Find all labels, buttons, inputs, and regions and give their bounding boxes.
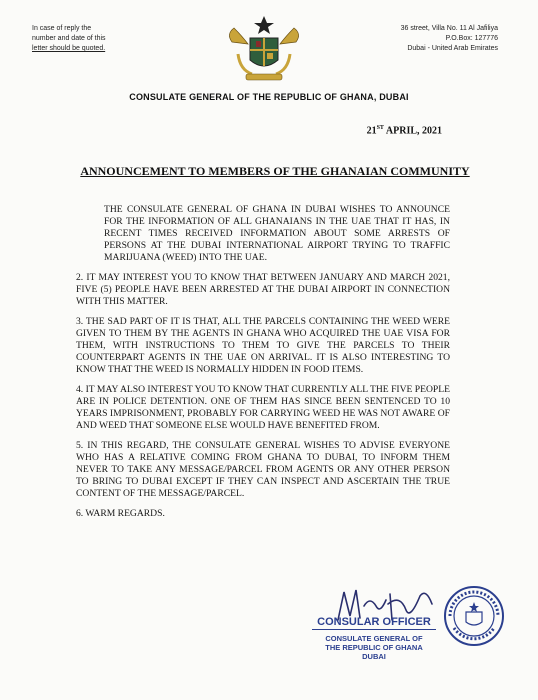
reply-note-line-1: In case of reply the	[32, 25, 92, 32]
stamp-line-2: THE REPUBLIC OF GHANA	[325, 643, 423, 652]
date-suffix: ST	[376, 125, 384, 131]
address-line-1: 36 street, Villa No. 11 Al Jafiliya	[400, 25, 498, 32]
date-day: 21	[366, 125, 377, 137]
officer-stamp	[312, 616, 436, 668]
paragraph-6: 6. WARM REGARDS.	[76, 508, 165, 519]
announcement-title: ANNOUNCEMENT TO MEMBERS OF THE GHANAIAN COMMUNITY	[80, 164, 470, 178]
organization-name: CONSULATE GENERAL OF THE REPUBLIC OF GHANA, DUBAI	[129, 92, 409, 102]
letter-date	[367, 125, 442, 136]
paragraph-5: 5. IN THIS REGARD, THE CONSULATE GENERAL WISHES TO ADVISE EVERYONE WHO HAS A RELATIVE COMING FROM GHANA TO DUBAI, TO INFORM THEM NEVER TO TAKE ANY MESSAGE/PARCEL FROM AGENTS OR ANY OTHER PERSON TO BRING TO DUBAI EXCEPT IF THEY CAN INSPECT AND ASCERTAIN THE TRUE CONTENT OF THE MESSAGE/PARCEL.	[76, 440, 450, 499]
reply-note-line-3: letter should be quoted.	[32, 45, 106, 52]
paragraph-3: 3. THE SAD PART OF IT IS THAT, ALL THE PARCELS CONTAINING THE WEED WERE GIVEN TO THEM BY THE AGENTS IN GHANA WHO ACQUIRED THE UAE VISA FOR THEM, WITH INSTRUCTIONS TO THEM TO GIVE THE PARCELS TO THEIR COUNTERPART AGENTS IN THE UAE ON ARRIVAL. IT IS ALSO INTERESTING TO KNOW THAT THE WEED IS NORMALLY HIDDEN IN FOOD ITEMS.	[76, 316, 450, 375]
letter-body	[76, 204, 450, 528]
stamp-line-3: DUBAI	[362, 652, 386, 661]
officer-title: CONSULAR OFFICER	[312, 616, 436, 630]
consulate-address	[401, 24, 498, 54]
paragraph-2: 2. IT MAY INTEREST YOU TO KNOW THAT BETWEEN JANUARY AND MARCH 2021, FIVE (5) PEOPLE HAVE BEEN ARRESTED AT THE DUBAI AIRPORT IN CONNECTION WITH THIS MATTER.	[76, 272, 450, 307]
reply-note	[32, 24, 106, 54]
date-rest: APRIL, 2021	[383, 125, 442, 137]
consulate-stamp-text	[312, 634, 436, 661]
paragraph-4: 4. IT MAY ALSO INTEREST YOU TO KNOW THAT CURRENTLY ALL THE FIVE PEOPLE ARE IN POLICE DETENTION. ONE OF THEM HAS SINCE BEEN SENTENCED TO 10 YEARS IMPRISONMENT, PROBABLY FOR CARRYING WEED HE WAS NOT AWARE OF AND WEED THAT SOMEONE ELSE WOULD HAVE BENEFITED FROM.	[76, 384, 450, 431]
consulate-round-seal-icon	[442, 584, 506, 648]
reply-note-line-2: number and date of this	[32, 35, 106, 42]
address-line-2: P.O.Box: 127776	[445, 35, 498, 42]
paragraph-1: THE CONSULATE GENERAL OF GHANA IN DUBAI WISHES TO ANNOUNCE FOR THE INFORMATION OF ALL GHANAIANS IN THE UAE THAT IT HAS, IN RECENT TIMES RECEIVED INFORMATION ABOUT SOME ARRESTS OF PERSONS AT THE DUBAI INTERNATIONAL AIRPORT TRYING TO TRAFFIC MARIJUANA (WEED) INTO THE UAE.	[104, 204, 450, 263]
stamp-line-1: CONSULATE GENERAL OF	[325, 634, 423, 643]
ghana-coat-of-arms-icon	[222, 14, 306, 86]
address-line-3: Dubai - United Arab Emirates	[407, 45, 498, 52]
